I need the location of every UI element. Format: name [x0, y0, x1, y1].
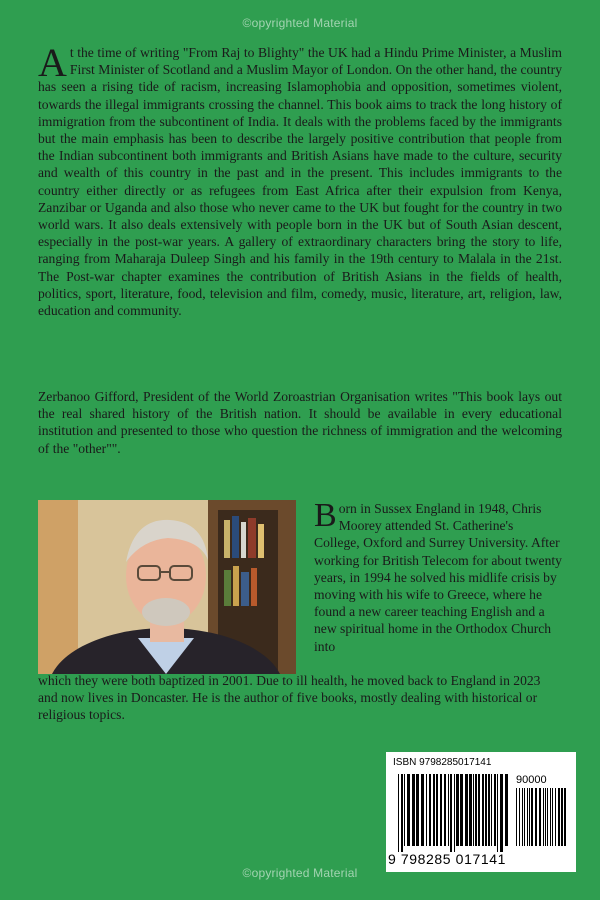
quote-paragraph: Zerbanoo Gifford, President of the World Zoroastrian Organisation writes "This book lays out the real shared history of the British nation. It should be available in every educational institution and presented to those who question the richness of immigration and the welcoming of the "other"".	[38, 389, 562, 456]
barcode-bar	[426, 774, 427, 846]
barcode-bar	[469, 774, 472, 846]
barcode-bar	[519, 788, 520, 846]
barcode-bar	[473, 774, 474, 846]
barcode-bar	[494, 774, 496, 846]
bio-paragraph-top	[314, 497, 562, 655]
barcode-bar	[475, 774, 477, 846]
price-code: 90000	[516, 774, 547, 786]
barcode-bar	[522, 788, 523, 846]
barcode-bar	[550, 788, 551, 846]
barcode-bar	[535, 788, 537, 846]
barcode-bar	[448, 774, 449, 846]
barcode-bar	[401, 774, 403, 852]
barcode-bar	[412, 774, 415, 846]
bio-paragraph-bottom: which they were both baptized in 2001. Due to ill health, he moved back to England in 2023 and now lives in Doncaster. He is the author of five books, mostly dealing with historical or religious topics.	[38, 673, 541, 723]
barcode-bar	[488, 774, 490, 846]
barcode-bar	[505, 774, 508, 846]
bio-dropcap: B	[314, 497, 337, 534]
barcode-bar	[543, 788, 544, 846]
barcode-bar	[552, 788, 553, 846]
barcode-bar	[465, 774, 468, 846]
author-photo	[38, 500, 296, 674]
barcode-bar	[456, 774, 459, 846]
barcode-bar	[404, 774, 405, 846]
barcode-bar	[524, 788, 525, 846]
barcode-bar	[482, 774, 484, 846]
isbn-label: ISBN 9798285017141	[393, 757, 492, 768]
barcode-main-bars	[398, 774, 510, 852]
barcode-bar	[450, 774, 452, 852]
barcode-bar	[564, 788, 566, 846]
barcode-bar	[407, 774, 410, 846]
barcode-bar	[529, 788, 530, 846]
barcode-bar	[436, 774, 438, 846]
barcode-bar	[421, 774, 424, 846]
barcode-bar	[440, 774, 442, 846]
barcode-bar	[444, 774, 446, 846]
barcode-bar	[491, 774, 492, 846]
barcode-bar	[485, 774, 487, 846]
author-portrait-illustration	[38, 500, 296, 674]
watermark-bottom: ©opyrighted Material	[242, 866, 358, 880]
barcode-bar	[545, 788, 546, 846]
blurb-text: t the time of writing "From Raj to Blighty" the UK had a Hindu Prime Minister, a Muslim First Minister of Scotland and a Muslim Mayor of London. On the other hand, the country has seen a rising tide of racism, increasing Islamophobia and opposition, sometimes violent, towards the illegal immigrants crossing the channel. This book aims to track the long history of immigration from the subcontinent of India. It deals with the problems faced by the immigrants but the main emphasis has been to describe the largely positive contribution that people from the Indian subcontinent both immigrants and British Asians have made to the culture, security and wealth of this country in the past and in the present. This includes immigrants to the country either directly or as refugees from East Africa after their expulsion from Kenya, Zanzibar or Uganda and also those who never came to the UK but fought for the country in two world wars. It also deals extensively with people born in the UK but of South Asian descent, especially in the post-war years. A gallery of extraordinary characters bring the story to life, ranging from Maharaja Duleep Singh and his family in the 19th century to Malala in the 21st. The Post-war chapter examines the contribution of British Asians in the fields of health, politics, sport, literature, food, television and film, comedy, music, literature, art, religion, law, education and community.	[38, 45, 562, 319]
barcode-addon-bars	[516, 788, 568, 852]
blurb-paragraph	[38, 40, 562, 319]
barcode-bar	[478, 774, 480, 846]
barcode-bar	[497, 774, 498, 852]
isbn-digits: 9 798285 017141	[388, 851, 506, 867]
barcode-bar	[516, 788, 517, 846]
barcode-bar	[527, 788, 528, 846]
isbn-barcode	[386, 752, 576, 872]
barcode-bar	[555, 788, 556, 846]
barcode-bar	[429, 774, 431, 846]
barcode-bar	[460, 774, 463, 846]
barcode-bar	[539, 788, 541, 846]
barcode-bar	[558, 788, 560, 846]
blurb-dropcap: A	[38, 40, 67, 85]
barcode-bar	[433, 774, 435, 846]
barcode-bar	[454, 774, 455, 852]
watermark-top: ©opyrighted Material	[242, 16, 358, 30]
barcode-bar	[531, 788, 533, 846]
barcode-bar	[398, 774, 399, 852]
barcode-bar	[547, 788, 548, 846]
barcode-bar	[561, 788, 563, 846]
bio-text-top: orn in Sussex England in 1948, Chris Moorey attended St. Catherine's College, Oxford and Surrey University. After working for British Telecom for about twenty years, in 1994 he solved his midlife crisis by moving with his wife to Greece, where he found a new career teaching English and a new spiritual home in the Orthodox Church into	[314, 501, 562, 654]
barcode-bar	[416, 774, 419, 846]
barcode-bar	[500, 774, 503, 852]
